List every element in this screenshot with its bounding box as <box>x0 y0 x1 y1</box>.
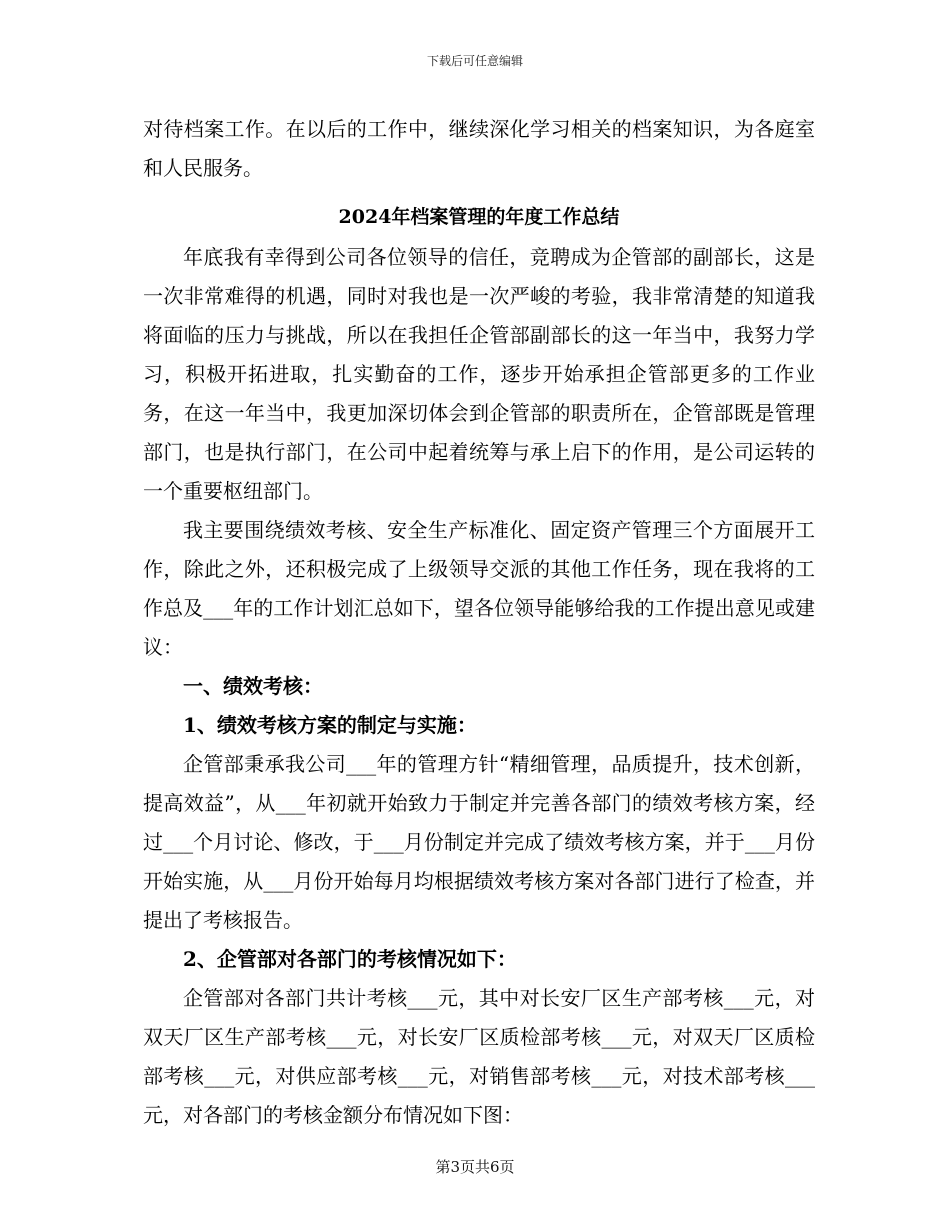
document-body <box>143 110 815 1135</box>
paragraph-appointment: 年底我有幸得到公司各位领导的信任，竞聘成为企管部的副部长，这是一次非常难得的机遇，同时对我也是一次严峻的考验，我非常清楚的知道我将面临的压力与挑战，所以在我担任企管部副部长的这一年当中，我努力学习，积极开拓进取，扎实勤奋的工作，逐步开始承担企管部更多的工作业务，在这一年当中，我更加深切体会到企管部的职责所在，企管部既是管理部门，也是执行部门，在公司中起着统筹与承上启下的作用，是公司运转的一个重要枢纽部门。 <box>143 245 815 503</box>
document-title: 2024年档案管理的年度工作总结 <box>338 206 620 228</box>
section-heading-performance: 一、绩效考核： <box>183 674 323 698</box>
intro-paragraph: 对待档案工作。在以后的工作中，继续深化学习相关的档案知识，为各庭室和人民服务。 <box>143 117 815 180</box>
paragraph-assessment: 企管部对各部门共计考核___元，其中对长安厂区生产部考核___元，对双天厂区生产部考核___元，对长安厂区质检部考核___元，对双天厂区质检部考核___元，对供应部考核___元，对销售部考核___元，对技术部考核___元，对各部门的考核金额分布情况如下图： <box>143 986 815 1127</box>
subsection-heading-plan: 1、绩效考核方案的制定与实施： <box>183 713 477 737</box>
page-number: 第3页共6页 <box>435 1158 515 1176</box>
subsection-heading-assessment: 2、企管部对各部门的考核情况如下： <box>183 947 517 971</box>
paragraph-work-overview: 我主要围绕绩效考核、安全生产标准化、固定资产管理三个方面展开工作，除此之外，还积极完成了上级领导交派的其他工作任务，现在我将的工作总及___年的工作计划汇总如下，望各位领导能够给我的工作提出意见或建议： <box>143 518 815 659</box>
paragraph-plan: 企管部秉承我公司___年的管理方针“精细管理，品质提升，技术创新，提高效益”，从___年初就开始致力于制定并完善各部门的绩效考核方案，经过___个月讨论、修改，于___月份制定并完成了绩效考核方案，并于___月份开始实施，从___月份开始每月均根据绩效考核方案对各部门进行了检查，并提出了考核报告。 <box>143 752 815 932</box>
page-header: 下载后可任意编辑 <box>426 54 523 68</box>
